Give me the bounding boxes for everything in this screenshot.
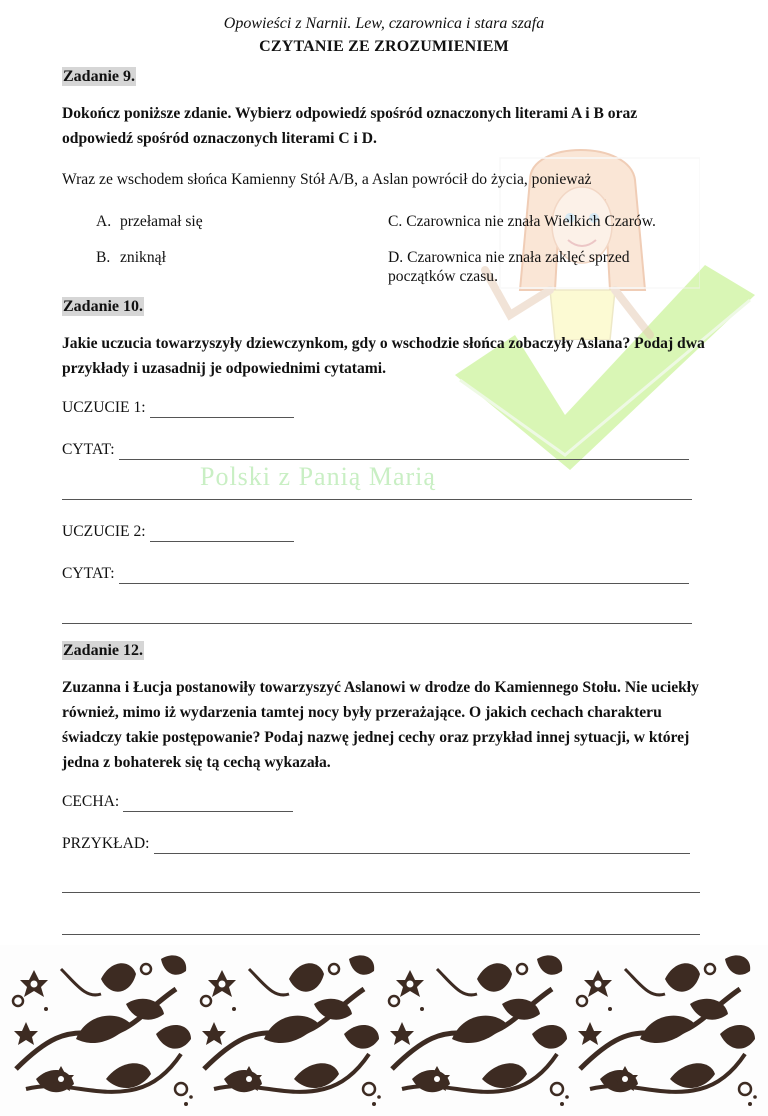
option-d[interactable] (388, 248, 668, 286)
option-a[interactable] (96, 212, 203, 231)
option-c[interactable] (388, 212, 656, 231)
trait-field[interactable] (62, 792, 293, 812)
option-b-text: zniknął (120, 249, 166, 266)
quote-1-field[interactable] (62, 440, 689, 460)
ornament-tile (389, 955, 569, 1106)
quote-1-continuation-line[interactable] (62, 499, 692, 500)
option-b[interactable] (96, 248, 166, 267)
floral-ornament-border (0, 945, 768, 1116)
quote-2-field[interactable] (62, 564, 689, 584)
example-answer-line[interactable] (154, 838, 690, 854)
option-c-letter: C. (388, 213, 403, 230)
feeling-2-field[interactable] (62, 522, 294, 542)
task-10-instruction: Jakie uczucia towarzyszyły dziewczynkom, gdy o wschodzie słońca zobaczyły Aslana? Podaj dwa przykłady i uzasadnij je odpowiednimi cytatami. (62, 335, 705, 377)
trait-label: CECHA: (62, 793, 120, 810)
task-9-instruction: Dokończ poniższe zdanie. Wybierz odpowiedź spośród oznaczonych literami A i B oraz odpowiedź spośród oznaczonych literami C i D. (62, 105, 638, 147)
feeling-1-label: UCZUCIE 1: (62, 399, 146, 416)
task-10-label: Zadanie 10. (63, 298, 144, 315)
option-d-text: Czarownica nie znała zaklęć sprzed początków czasu. (388, 249, 630, 285)
ornament-tile (577, 955, 757, 1106)
option-d-letter: D. (388, 249, 404, 266)
quote-1-label: CYTAT: (62, 441, 115, 458)
example-field[interactable] (62, 834, 690, 854)
ornament-tile (13, 955, 193, 1106)
option-c-text: Czarownica nie znała Wielkich Czarów. (406, 213, 656, 230)
feeling-2-label: UCZUCIE 2: (62, 523, 146, 540)
feeling-1-field[interactable] (62, 398, 294, 418)
task-12-instruction: Zuzanna i Łucja postanowiły towarzyszyć Aslanowi w drodze do Kamiennego Stołu. Nie uciekły również, mimo iż wydarzenia tamtej nocy były przerażające. O jakich cechach charakteru świadczy takie postępowanie? Podaj nazwę jednej cechy oraz przykład innej sytuacji, w której jedna z bohaterek się tą cechą wykazała. (62, 679, 699, 771)
task-9-label: Zadanie 9. (63, 68, 136, 85)
example-label: PRZYKŁAD: (62, 835, 150, 852)
document-title: Opowieści z Narnii. Lew, czarownica i stara szafa (223, 15, 545, 32)
feeling-2-answer-line[interactable] (150, 526, 294, 542)
quote-2-continuation-line[interactable] (62, 623, 692, 624)
watermark-text: Polski z Panią Marią (200, 462, 436, 491)
quote-2-label: CYTAT: (62, 565, 115, 582)
example-continuation-line-2[interactable] (62, 934, 700, 935)
document-subtitle: CZYTANIE ZE ZROZUMIENIEM (259, 38, 509, 55)
example-continuation-line-1[interactable] (62, 892, 700, 893)
trait-answer-line[interactable] (123, 796, 293, 812)
task-12-label: Zadanie 12. (63, 642, 144, 659)
option-a-letter: A. (96, 213, 112, 230)
option-a-text: przełamał się (120, 213, 203, 230)
quote-1-answer-line[interactable] (119, 444, 689, 460)
feeling-1-answer-line[interactable] (150, 402, 294, 418)
option-b-letter: B. (96, 249, 111, 266)
quote-2-answer-line[interactable] (119, 568, 689, 584)
ornament-tile (201, 955, 381, 1106)
task-9-sentence: Wraz ze wschodem słońca Kamienny Stół A/B, a Aslan powrócił do życia, ponieważ (62, 171, 592, 188)
